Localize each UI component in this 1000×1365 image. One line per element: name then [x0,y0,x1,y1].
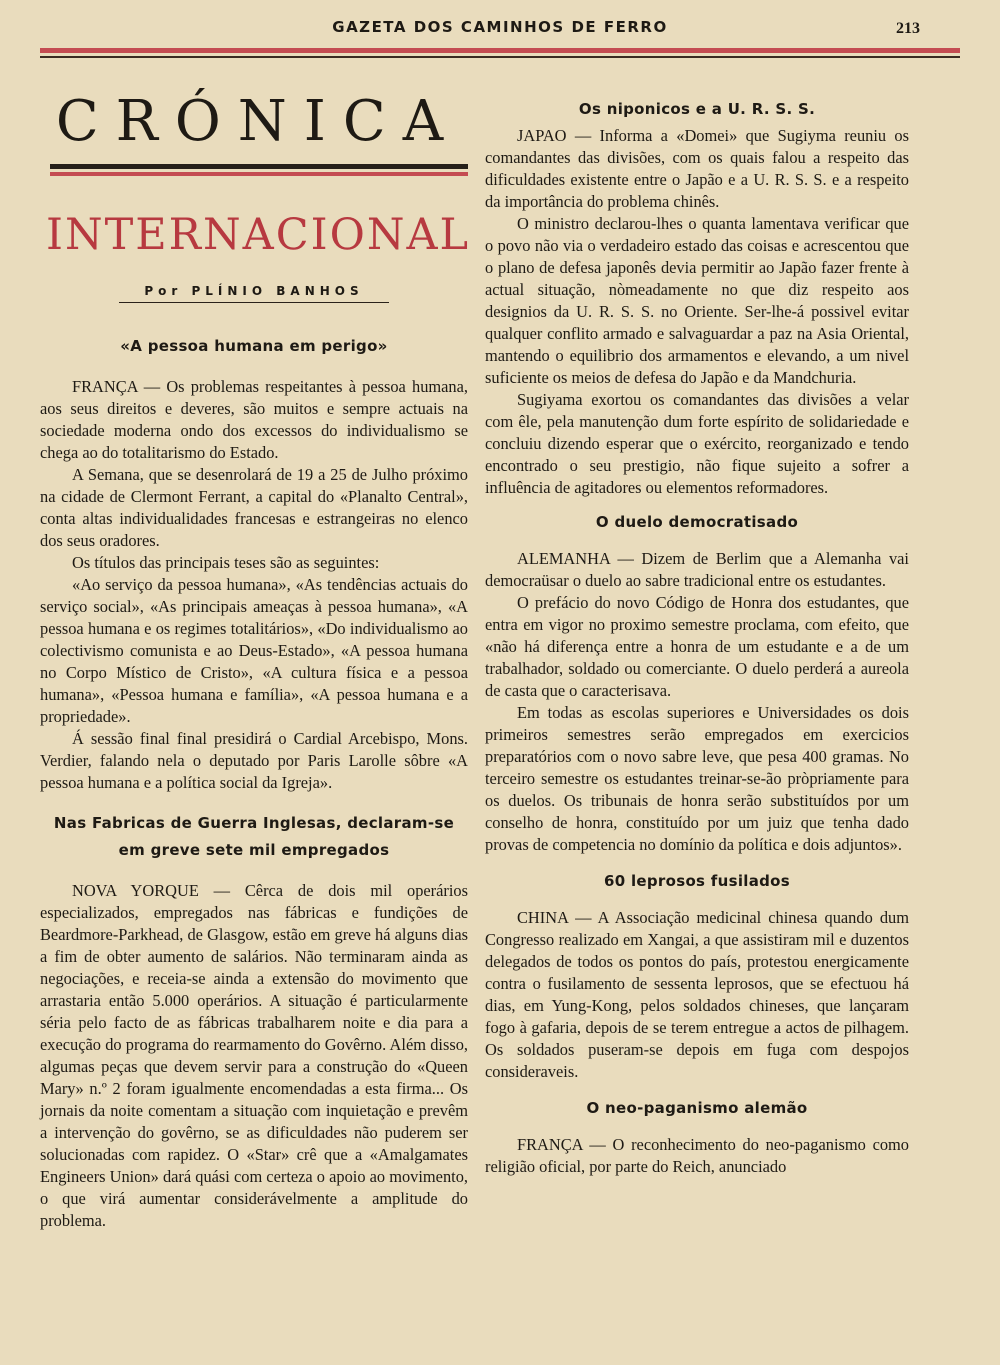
article-paragraph: A Semana, que se desenrolará de 19 a 25 de Julho próximo na cidade de Clermont Ferrant, a capital do «Planalto Central», conta altas individualidades francesas e estrangeiras no elenco dos seus oradores. [40,465,468,550]
article-heading-duelo: O duelo democratisado [595,513,799,531]
byline: Por PLÍNIO BANHOS [144,284,364,298]
article-paragraph: FRANÇA — Os problemas respeitantes à pessoa humana, aos seus direitos e deveres, são muitos e sempre actuais na sociedade moderna ondo dos excessos do individualismo se chega ao do totalitarismo do Estado. [40,377,468,462]
journal-title: GAZETA DOS CAMINHOS DE FERRO [332,18,668,36]
article-heading-fabricas-guerra [40,810,468,864]
article-paragraph: JAPAO — Informa a «Domei» que Sugiyma reuniu os comandantes das divisões, com os quais falou a respeito das dificuldades existente entre o Japão e a U. R. S. S. e a respeito da importância do problema chinês. [485,126,909,211]
article-paragraph: ALEMANHA — Dizem de Berlim que a Alemanha vai democraüsar o duelo ao sabre tradicional entre os estudantes. [485,549,909,590]
article-paragraph: O prefácio do novo Código de Honra dos estudantes, que entra em vigor no proximo semestre proclama, com efeito, que «não há diferença entre a honra de um estudante e a de um trabalhador, soldado ou comerciante. O duelo perderá a aureola de casta que o caracterisava. [485,593,909,700]
article-paragraph: Em todas as escolas superiores e Universidades os dois primeiros semestres serão empregados em exercicios preparatórios com o novo sabre leve, que pesa 400 gramas. No terceiro semestre os estudantes treinar-se-ão pròpriamente para os duelos. Os tribunais de honra serão substituídos por um conselho de honra, constituído por um juiz que tenha dado provas de competencia no domínio da política e dois adjuntos». [485,703,909,854]
page-number: 213 [896,20,920,37]
header-rule-red [40,48,960,53]
article-heading-niponicos: Os niponicos e a U. R. S. S. [578,100,816,118]
running-head [40,14,960,44]
article-heading-pessoa-humana: «A pessoa humana em perigo» [120,337,388,355]
heading-line: em greve sete mil empregados [118,841,390,859]
header-rule-dark [40,56,960,58]
heading-line: Nas Fabricas de Guerra Inglesas, declaram-se [53,814,455,832]
masthead-double-rule [50,164,468,176]
article-paragraph: NOVA YORQUE — Cêrca de dois mil operários especializados, empregados nas fábricas e fundições de Beardmore-Parkhead, de Glasgow, estão em greve há alguns dias a fim de obter aumento de salários. Não terminaram ainda as negociações, e receia-se ainda a extensão do movimento que arrastaria então 5.000 operários. A situação é particularmente séria pelo facto de as fábricas trabalharem noite e dia para a execução do programa do rearmamento do Govêrno. Além disso, algumas peças que devem servir para a construção do «Queen Mary» n.º 2 foram igualmente encomendadas a esta firma... Os jornais da noite comentam a situação com inquietação e prevêm a intervenção do govêrno, se as dificuldades não puderem ser solucionadas com rapidez. O «Star» crê que a «Amalgamates Engineers Union» dará quási com certeza o apoio ao movimento, o que virá aumentar considerávelmente a amplitude do problema. [40,881,468,1230]
article-paragraph: «Ao serviço da pessoa humana», «As tendências actuais do serviço social», «As principais ameaças à pessoa humana», «A pessoa humana e os regimes totalitários», «Do individualismo ao colectivismo comunista e ao Deus-Estado», «A pessoa humana no Corpo Místico de Cristo», «A cultura física e a pessoa humana», «Pessoa humana e família», «A pessoa humana e a propriedade». [40,575,468,726]
masthead-title-internacional: INTERNACIONAL [46,210,471,260]
article-heading-leprosos: 60 leprosos fusilados [603,872,791,890]
article-paragraph: Á sessão final final presidirá o Cardial Arcebispo, Mons. Verdier, falando nela o deputado por Paris Larolle sôbre «A pessoa humana e a política social da Igreja». [40,729,468,792]
article-paragraph: FRANÇA — O reconhecimento do neo-paganismo como religião oficial, por parte do Reich, anunciado [485,1135,909,1176]
right-column [485,78,909,1178]
left-column [40,78,471,1232]
masthead-title-cronica: CRÓNICA [55,89,461,154]
article-heading-neo-paganismo: O neo-paganismo alemão [586,1099,808,1117]
article-paragraph: Os títulos das principais teses são as seguintes: [72,553,380,572]
article-paragraph: O ministro declarou-lhes o quanta lamentava verificar que o povo não via o verdadeiro estado das coisas e acrescentou que o plano de defesa japonês devia permitir ao Japão fazer frente à actual situação, nòmeadamente no que diz respeito aos designios da U. R. S. S. no Oriente. Ser-lhe-á possivel evitar qualquer conflito armado e salvaguardar a paz na Asia Oriental, mantendo o equilibrio dos armamentos e elevando, a um nivel suficiente os meios de defesa do Japão e da Mandchuria. [485,214,909,387]
article-paragraph: CHINA — A Associação medicinal chinesa quando dum Congresso realizado em Xangai, a que assistiram mil e duzentos delegados de todos os pontos do país, protestou energicamente contra o fusilamento de sessenta leprosos, que se efectuou há dias, em Yung-Kong, pelos soldados chineses, que lançaram fogo à gafaria, depois de se terem entregue a actos de pilhagem. Os soldados puseram-se depois em fuga com despojos consideraveis. [485,908,909,1081]
article-paragraph: Sugiyama exortou os comandantes das divisões a velar com êle, pela manutenção dum forte espírito de solidariedade e concluiu dizendo esperar que o exército, reorganizado e tendo encontrado o seu prestigio, não fique sujeito a sofrer a influência de agitadores ou elementos reformadores. [485,390,909,497]
